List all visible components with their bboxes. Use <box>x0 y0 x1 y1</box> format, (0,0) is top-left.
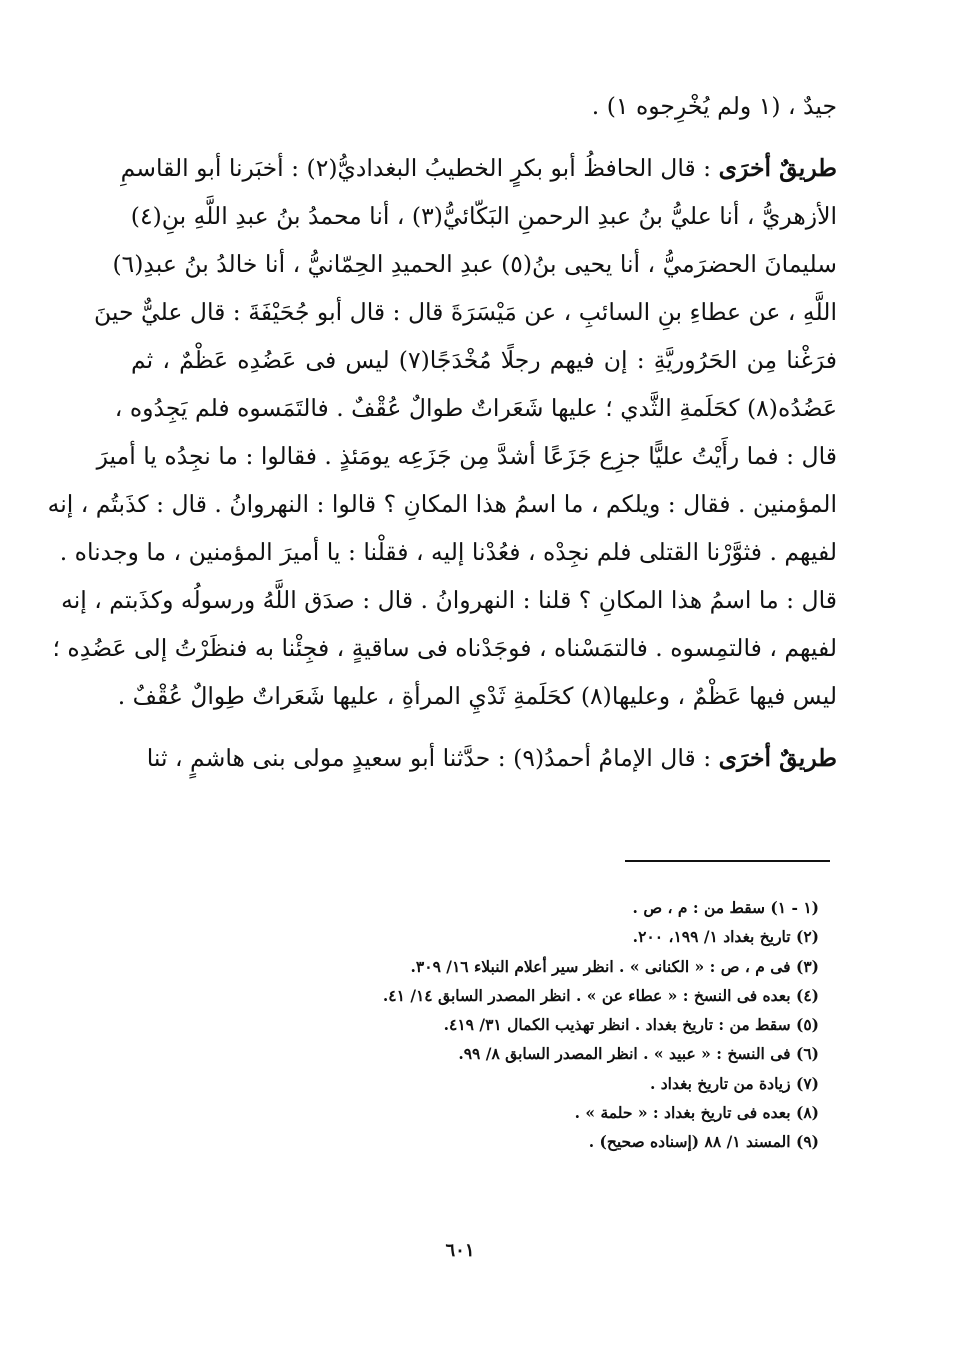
text-line <box>120 144 837 192</box>
footnotes <box>219 893 819 1157</box>
text-line: لفيهم ، فالتمِسوه . فالتمَسْناه ، فوجَدْناه فى ساقيةٍ ، فجِئْنا به فنظَرْتُ إلى عَضُدِه ؛ <box>52 634 837 662</box>
text-line: جيدٌ ، (١ ولم يُخْرِجوه ١) . <box>591 92 837 120</box>
text-line-content: : قال الإمامُ أحمدُ(٩) : حدَّثنا أبو سعيدٍ مولى بنى هاشمٍ ، ثنا <box>146 744 719 772</box>
footnote: (٧) زيادة من تاريخ بغداد . <box>649 1073 819 1093</box>
footnote-divider <box>625 860 830 862</box>
section-lead: طريقٌ أخرَى <box>718 744 837 772</box>
text-line: سليمانَ الحضرَميُّ ، أنا يحيى بنُ(٥) عبدِ الحميدِ الحِمّانيُّ ، أنا خالدُ بنُ عبدِ(٦) <box>112 250 837 278</box>
footnote: (٦) فى النسخ : « عبيد » . انظر المصدر السابق ٨/ ٩٩. <box>458 1044 819 1064</box>
footnote: (٢) تاريخ بغداد ١/ ١٩٩، ٢٠٠. <box>632 927 819 947</box>
footnote: (٨) بعده فى تاريخ بغداد : « حلمة » . <box>574 1103 819 1123</box>
footnote: (١ - ١) سقط من : م ، ص . <box>632 898 819 917</box>
text-line: ليس فيها عَظْمٌ ، وعليها(٨) كحَلَمةِ ثَدْيِ المرأةِ ، عليها شَعَراتٌ طِوالٌ عُقْفٌ . <box>117 682 837 710</box>
footnote: (٩) المسند ١/ ٨٨ (إسناده صحيح) . <box>588 1132 819 1152</box>
footnote: (٣) فى م ، ص : « الكنانى » . انظر سير أعلام النبلاء ١٦/ ٣٠٩. <box>410 956 819 976</box>
text-line: الأزهريُّ ، أنا عليُّ بنُ عبدِ الرحمنِ البَكّائيُّ(٣) ، أنا محمدُ بنُ عبدِ اللَّهِ بنِ(٤) <box>130 202 837 230</box>
section-lead: طريقٌ أخرَى <box>718 154 837 182</box>
footnote: (٥) سقط من : تاريخ بغداد . انظر تهذيب الكمال ٣١/ ٤١٩. <box>443 1015 819 1035</box>
text-line: المؤمنين . فقال : ويلكم ، ما اسمُ هذا المكانِ ؟ قالوا : النهروانُ . قال : كذَبتُم ، إنه <box>47 490 837 518</box>
footnote: (٤) بعده فى النسخ : « عطاء عن » . انظر المصدر السابق ١٤/ ٤١. <box>382 985 819 1005</box>
text-line: قال : فما رأَيْتُ عليًّا جزِع جَزَعًا أشدَّ مِن جَزَعِه يومَئذٍ . فقالوا : ما نجِدُه يا أميرَ <box>96 442 837 470</box>
text-line: عَضُدُه(٨) كحَلَمةِ الثَّدي ؛ عليها شَعَراتٌ طوالٌ عُقْفٌ . فالتَمَسوه فلم يَجِدُوه ، <box>114 394 837 422</box>
text-line: قال : ما اسمُ هذا المكانِ ؟ قلنا : النهروانُ . قال : صدَق اللَّهُ ورسولُه وكذَبتم ، إنه <box>61 586 837 614</box>
text-line: فرَغْنا مِن الحَرُوريَّةِ : إن فيهم رجلًا مُخْدَجًا(٧) ليس فى عَضُدِه عَظْمٌ ، ثم <box>131 346 837 374</box>
main-text <box>47 82 837 782</box>
text-line <box>131 734 837 782</box>
text-line: اللَّهِ ، عن عطاءِ بنِ السائبِ ، عن مَيْسَرَةَ قال : قال أبو جُحَيْفَةَ : قال عليٌّ حينَ <box>94 298 837 326</box>
text-line-content: : قال الحافظُ أبو بكرٍ الخطيبُ البغداديُّ(٢) : أخبَرنا أبو القاسمِ <box>120 154 719 182</box>
page-number: ٦٠١ <box>445 1240 475 1261</box>
text-line: لفيهم . فثوَّرْنا القتلى فلم نجِدْه ، فعُدْنا إليه ، فقلْنا : يا أميرَ المؤمنين ، ما وجدناه . <box>59 538 837 566</box>
